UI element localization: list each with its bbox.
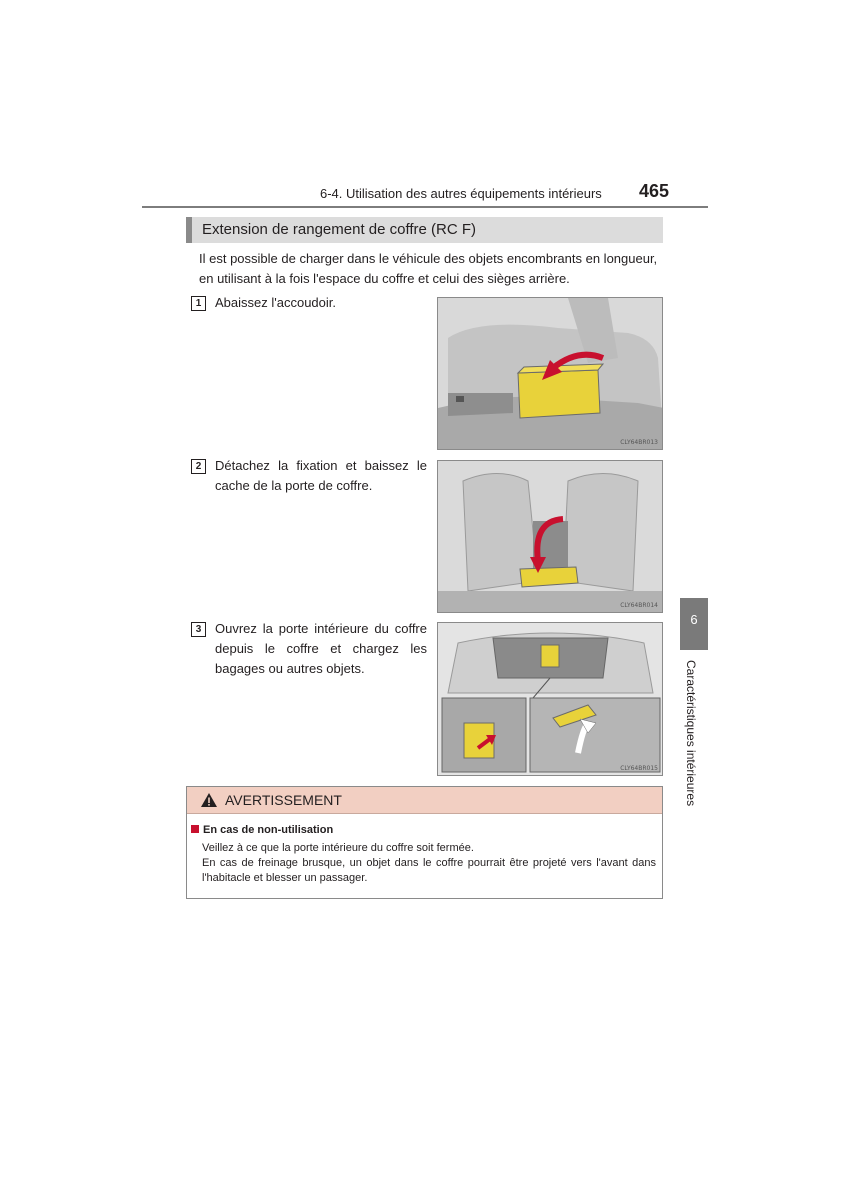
warning-header [187, 787, 662, 814]
chapter-number: 6 [690, 612, 698, 627]
warning-triangle-icon [200, 792, 218, 813]
warning-subtitle-text: En cas de non-utilisation [203, 824, 334, 836]
section-title-bar [186, 217, 663, 243]
figure-code: CLY64BR015 [620, 765, 658, 772]
step-1 [191, 293, 427, 313]
step-text: Ouvrez la porte intérieure du coffre depuis le coffre et chargez les bagages ou autres objets. [215, 621, 427, 676]
page-header-section: 6-4. Utilisation des autres équipements intérieurs [320, 186, 602, 201]
chapter-label: Caractéristiques intérieures [684, 660, 698, 807]
figure-inner-trunk-door [437, 622, 663, 776]
step-2 [191, 456, 427, 496]
step-number: 1 [191, 296, 206, 311]
step-text: Détachez la fixation et baissez le cache de la porte de coffre. [215, 458, 427, 493]
warning-body [202, 841, 656, 886]
chapter-tab [680, 598, 708, 650]
header-rule [142, 206, 708, 208]
bullet-square-icon [191, 825, 199, 833]
figure-code: CLY64BR013 [620, 439, 658, 446]
warning-title: AVERTISSEMENT [225, 792, 342, 808]
figure-code: CLY64BR014 [620, 602, 658, 609]
step-text: Abaissez l'accoudoir. [215, 295, 336, 310]
step-number: 3 [191, 622, 206, 637]
warning-line-1: Veillez à ce que la porte intérieure du coffre soit fermée. [202, 842, 474, 854]
warning-subtitle [191, 824, 333, 836]
intro-paragraph: Il est possible de charger dans le véhicule des objets encombrants en longueur, en utilisant à la fois l'espace du coffre et celui des sièges arrière. [199, 251, 658, 286]
step-3 [191, 619, 427, 679]
figure-armrest [437, 297, 663, 450]
figure-trunk-cover [437, 460, 663, 613]
warning-line-2: En cas de freinage brusque, un objet dans le coffre pourrait être projeté vers l'avant dans l'habitacle et blesser un passager. [202, 857, 656, 884]
step-number: 2 [191, 459, 206, 474]
section-title: Extension de rangement de coffre (RC F) [202, 221, 477, 238]
page-number: 465 [639, 181, 670, 201]
warning-box [186, 786, 663, 899]
